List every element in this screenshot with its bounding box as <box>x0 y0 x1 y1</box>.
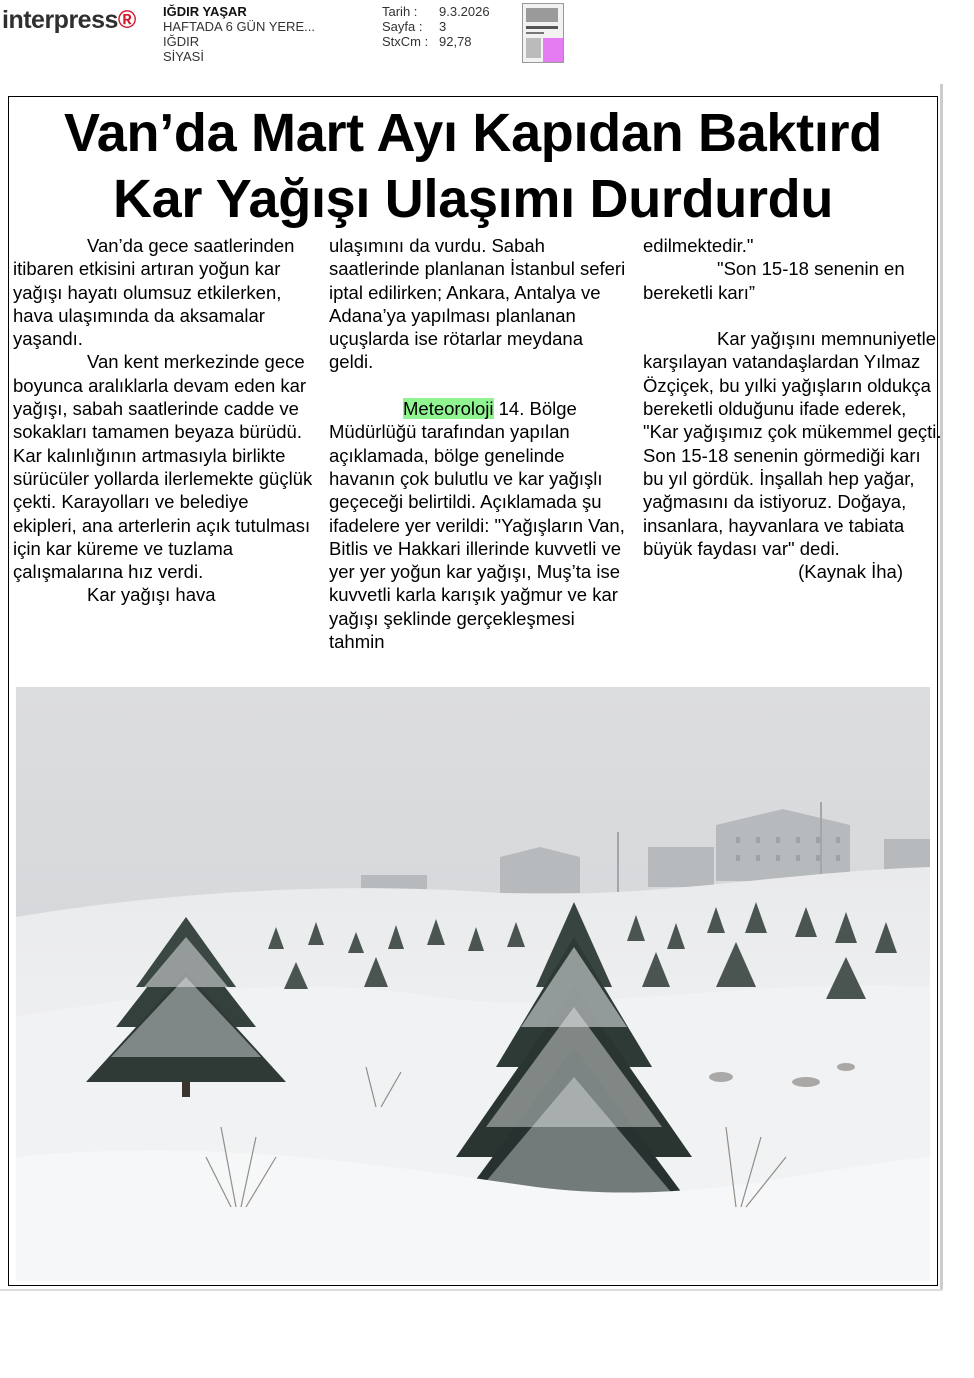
headline-line-2: Kar Yağışı Ulaşımı Durdurdu <box>112 169 834 229</box>
article-column-2 <box>329 234 629 653</box>
paragraph: Meteoroloji 14. Bölge Müdürlüğü tarafından yapılan açıklamada, bölge genelinde havanın çok bulutlu ve kar yağışlı geçeceği belirtildi. Açıklamada şu ifadelere yer verildi: "Yağışların Van, Bitlis ve Hakkari illerinde kuvvetli ve yer yer yoğun kar yağışı, Muş’ta ise kuvvetli karla karışık yağmur ve kar yağışı şeklinde gerçekleşmesi tahmin <box>329 398 625 653</box>
interpress-logo: interpress® <box>2 6 136 34</box>
snowy-landscape-photo <box>16 687 930 1281</box>
article-column-3 <box>643 234 943 583</box>
highlighted-keyword: Meteoroloji <box>403 398 494 420</box>
publication-info <box>163 4 315 64</box>
paragraph: ulaşımını da vurdu. Sabah saatlerinde planlanan İstanbul seferi iptal edilirken; Ankara, Antalya ve Adana’ya yapılması planlanan uçuşlarda ise rötarlar meydana geldi. <box>329 235 626 373</box>
article-source: (Kaynak İha) <box>798 561 903 583</box>
article-column-1 <box>13 234 313 607</box>
subheading: "Son 15-18 senenin en bereketli karı” <box>643 258 905 303</box>
meta-date: Tarih : 9.3.2026 <box>382 4 490 19</box>
meta-stxcm: StxCm : 92,78 <box>382 34 472 49</box>
paragraph: Kar yağışı hava <box>87 584 216 606</box>
paragraph: Van’da gece saatlerinden itibaren etkisini artıran yoğun kar yağışı hayatı olumsuz etkilerken, hava ulaşımında da aksamalar yaşandı. <box>13 235 295 350</box>
publication-category: SİYASİ <box>163 49 204 64</box>
paragraph: edilmektedir." <box>643 235 754 256</box>
publication-name: IĞDIR YAŞAR <box>163 4 247 19</box>
publication-frequency: HAFTADA 6 GÜN YERE... <box>163 19 315 34</box>
page-thumbnail[interactable] <box>522 3 564 63</box>
headline-line-1: Van’da Mart Ayı Kapıdan Baktırd <box>64 103 882 163</box>
paragraph: Van kent merkezinde gece boyunca aralıklarla devam eden kar yağışı, sabah saatlerinde cadde ve sokakları tamamen beyaza bürüdü. Kar kalınlığının artmasıyla birlikte sürücüler yollarda ilerlemekte güçlük çekti. Karayolları ve belediye ekipleri, ana arterlerin açık tutulması için kar küreme ve tuzlama çalışmalarına hız verdi. <box>13 351 313 583</box>
clipping-meta <box>382 4 490 49</box>
publication-city: IĞDIR <box>163 34 200 49</box>
article-headline <box>8 100 938 232</box>
clipping-header <box>0 0 974 80</box>
meta-page: Sayfa : 3 <box>382 19 447 34</box>
paragraph: Kar yağışını memnuniyetle karşılayan vatandaşlardan Yılmaz Özçiçek, bu yılki yağışların oldukça bereketli olduğunu ifade ederek, "Kar yağışımız çok mükemmel geçti. Son 15-18 senenin görmediği karı bu yıl gördük. İnşallah hep yağar, yağmasını da istiyoruz. Doğaya, insanlara, hayvanlara ve tabiata büyük faydası var" dedi. <box>643 328 942 559</box>
frame-shadow-bottom <box>0 1289 943 1291</box>
